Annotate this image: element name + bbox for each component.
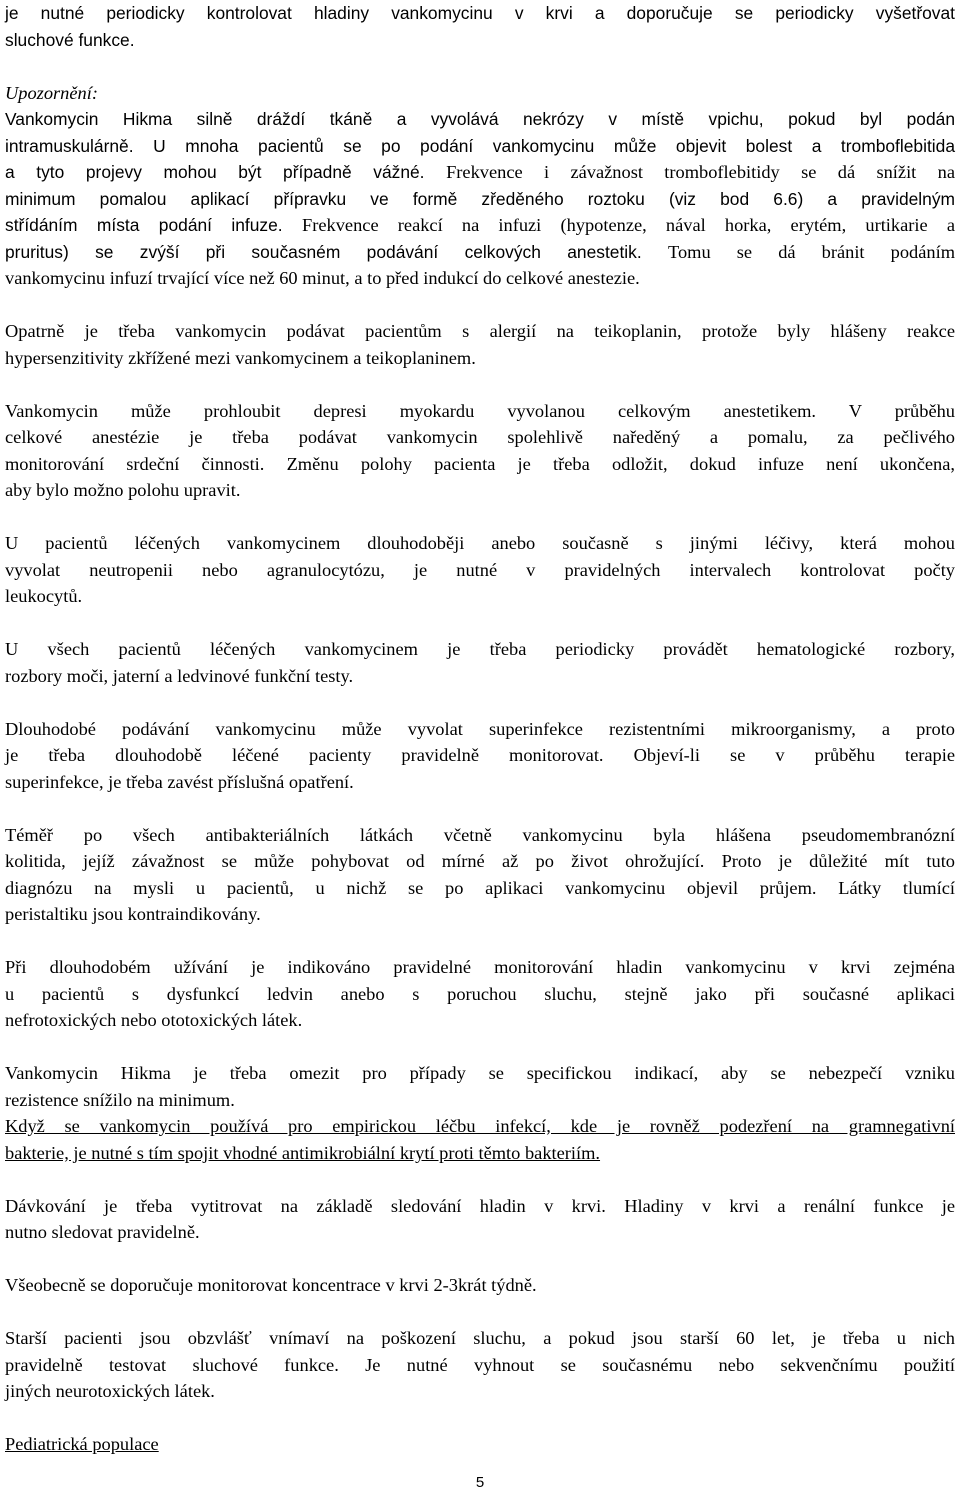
text-line <box>5 716 955 742</box>
text-line <box>5 345 955 371</box>
text-line <box>5 981 955 1007</box>
text-line <box>5 848 955 874</box>
text-line <box>5 1352 955 1378</box>
text-line <box>5 769 955 795</box>
text-line <box>5 1378 955 1404</box>
text-line <box>5 901 955 927</box>
text-line <box>5 1087 955 1113</box>
text-line <box>5 265 955 291</box>
text-line <box>5 318 955 344</box>
text-span: U všech pacientů léčených vankomycinem je třeba periodicky provádět hematologické rozbory, <box>5 639 955 659</box>
text-line <box>5 133 955 159</box>
text-line <box>5 663 955 689</box>
text-line <box>5 1219 955 1245</box>
text-span: Tomu se dá bránit podáním <box>668 242 955 262</box>
text-span: Vankomycin Hikma silně dráždí tkáně a vyvolává nekrózy v místě vpichu, pokud byl podán <box>5 109 955 129</box>
text-span: minimum pomalou aplikací přípravku ve formě zředěného roztoku (viz bod 6.6) a pravidelným <box>5 189 955 209</box>
text-span: intramuskulárně. <box>5 136 154 156</box>
text-span: sluchové funkce. <box>5 30 135 50</box>
text-span: monitorování srdeční činnosti. Změnu polohy pacienta je třeba odložit, dokud infuze není ukončena, <box>5 454 955 474</box>
text-line <box>5 0 955 26</box>
text-line <box>5 583 955 609</box>
text-span: U pacientů léčených vankomycinem dlouhodoběji anebo současně s jinými léčivy, která mohou <box>5 533 955 553</box>
text-span: bakterie, je nutné s tím spojit vhodné antimikrobiální krytí proti těmto bakteriím. <box>5 1143 601 1163</box>
text-line <box>5 557 955 583</box>
text-span: pravidelně testovat sluchové funkce. Je nutné vyhnout se současnému nebo sekvenčnímu použití <box>5 1355 955 1375</box>
text-line <box>5 1113 955 1139</box>
page-number: 5 <box>475 1474 485 1491</box>
text-line <box>5 742 955 768</box>
text-span: U mnoha pacientů se po podání vankomycinu může objevit bolest a tromboflebitida <box>153 136 955 156</box>
text-line <box>5 530 955 556</box>
text-span: je nutné periodicky kontrolovat hladiny vankomycinu v krvi a doporučuje se periodicky vyšetřovat <box>5 3 955 23</box>
text-span: střídáním místa podání infuze. <box>5 215 303 235</box>
text-span: diagnózu na mysli u pacientů, u nichž se po aplikaci vankomycinu objevil průjem. Látky tlumící <box>5 878 955 898</box>
text-span: rezistence snížilo na minimum. <box>5 1090 235 1110</box>
text-line <box>5 212 955 238</box>
text-line <box>5 954 955 980</box>
text-line <box>5 424 955 450</box>
text-line <box>5 1272 955 1298</box>
text-span: Téměř po všech antibakteriálních látkách včetně vankomycinu byla hlášena pseudomembranózní <box>5 825 955 845</box>
text-span: hypersenzitivity zkřížené mezi vankomycinem a teikoplaninem. <box>5 348 476 368</box>
text-span: pruritus) se zvýší při současném podávání celkových anestetik. <box>5 242 669 262</box>
text-span: Vankomycin může prohloubit depresi myokardu vyvolanou celkovým anestetikem. V průběhu <box>5 401 955 421</box>
text-line <box>5 875 955 901</box>
text-span: Frekvence reakcí na infuzi (hypotenze, nával horka, erytém, urtikarie a <box>302 215 955 235</box>
section-heading <box>5 1431 955 1457</box>
text-span: Dlouhodobé podávání vankomycinu může vyvolat superinfekce rezistentními mikroorganismy, a proto <box>5 719 955 739</box>
text-span: jiných neurotoxických látek. <box>5 1381 215 1401</box>
text-line <box>5 1325 955 1351</box>
text-line <box>5 477 955 503</box>
text-line <box>5 106 955 132</box>
text-line <box>5 822 955 848</box>
text-line <box>5 186 955 212</box>
text-line <box>5 1060 955 1086</box>
text-span: Všeobecně se doporučuje monitorovat koncentrace v krvi 2-3krát týdně. <box>5 1275 537 1295</box>
text-span: Upozornění: <box>5 83 98 103</box>
text-span: Při dlouhodobém užívání je indikováno pravidelné monitorování hladin vankomycinu v krvi zejména <box>5 957 955 977</box>
text-line <box>5 159 955 185</box>
text-span: aby bylo možno polohu upravit. <box>5 480 241 500</box>
text-span: rozbory moči, jaterní a ledvinové funkční testy. <box>5 666 354 686</box>
text-span: celkové anestézie je třeba podávat vankomycin spolehlivě naředěný a pomalu, za pečlivého <box>5 427 955 447</box>
text-span: Pediatrická populace <box>5 1434 159 1454</box>
text-span: kolitida, jejíž závažnost se může pohybovat od mírné až po život ohrožující. Proto je důležité mít tuto <box>5 851 955 871</box>
text-line <box>5 451 955 477</box>
text-line <box>5 1193 955 1219</box>
text-span: leukocytů. <box>5 586 83 606</box>
text-span: nefrotoxických nebo ototoxických látek. <box>5 1010 303 1030</box>
text-span: a tyto projevy mohou být případně vážné. <box>5 162 447 182</box>
text-span: Dávkování je třeba vytitrovat na základě sledování hladin v krvi. Hladiny v krvi a renální funkce je <box>5 1196 955 1216</box>
text-line <box>5 398 955 424</box>
text-span: superinfekce, je třeba zavést příslušná opatření. <box>5 772 354 792</box>
text-span: u pacientů s dysfunkcí ledvin anebo s poruchou sluchu, stejně jako při současné aplikaci <box>5 984 955 1004</box>
text-span: Frekvence i závažnost tromboflebitidy se dá snížit na <box>446 162 955 182</box>
warning-heading <box>5 80 955 106</box>
text-span: peristaltiku jsou kontraindikovány. <box>5 904 261 924</box>
text-span: Opatrně je třeba vankomycin podávat pacientům s alergií na teikoplanin, protože byly hlášeny reakce <box>5 321 955 341</box>
text-span: Vankomycin Hikma je třeba omezit pro případy se specifickou indikací, aby se nebezpečí vzniku <box>5 1063 955 1083</box>
text-line <box>5 27 955 53</box>
text-span: nutno sledovat pravidelně. <box>5 1222 200 1242</box>
text-line <box>5 1140 955 1166</box>
text-span: Starší pacienti jsou obzvlášť vnímaví na poškození sluchu, a pokud jsou starší 60 let, je třeba u nich <box>5 1328 955 1348</box>
text-span: vyvolat neutropenii nebo agranulocytózu, je nutné v pravidelných intervalech kontrolovat počty <box>5 560 955 580</box>
text-line <box>5 636 955 662</box>
text-span: je třeba dlouhodobě léčené pacienty pravidelně monitorovat. Objeví-li se v průběhu terapie <box>5 745 955 765</box>
text-span: Když se vankomycin používá pro empirickou léčbu infekcí, kde je rovněž podezření na gramnegativní <box>5 1116 955 1136</box>
text-line <box>5 239 955 265</box>
text-span: vankomycinu infuzí trvající více než 60 minut, a to před indukcí do celkové anestezie. <box>5 268 640 288</box>
text-line <box>5 1007 955 1033</box>
